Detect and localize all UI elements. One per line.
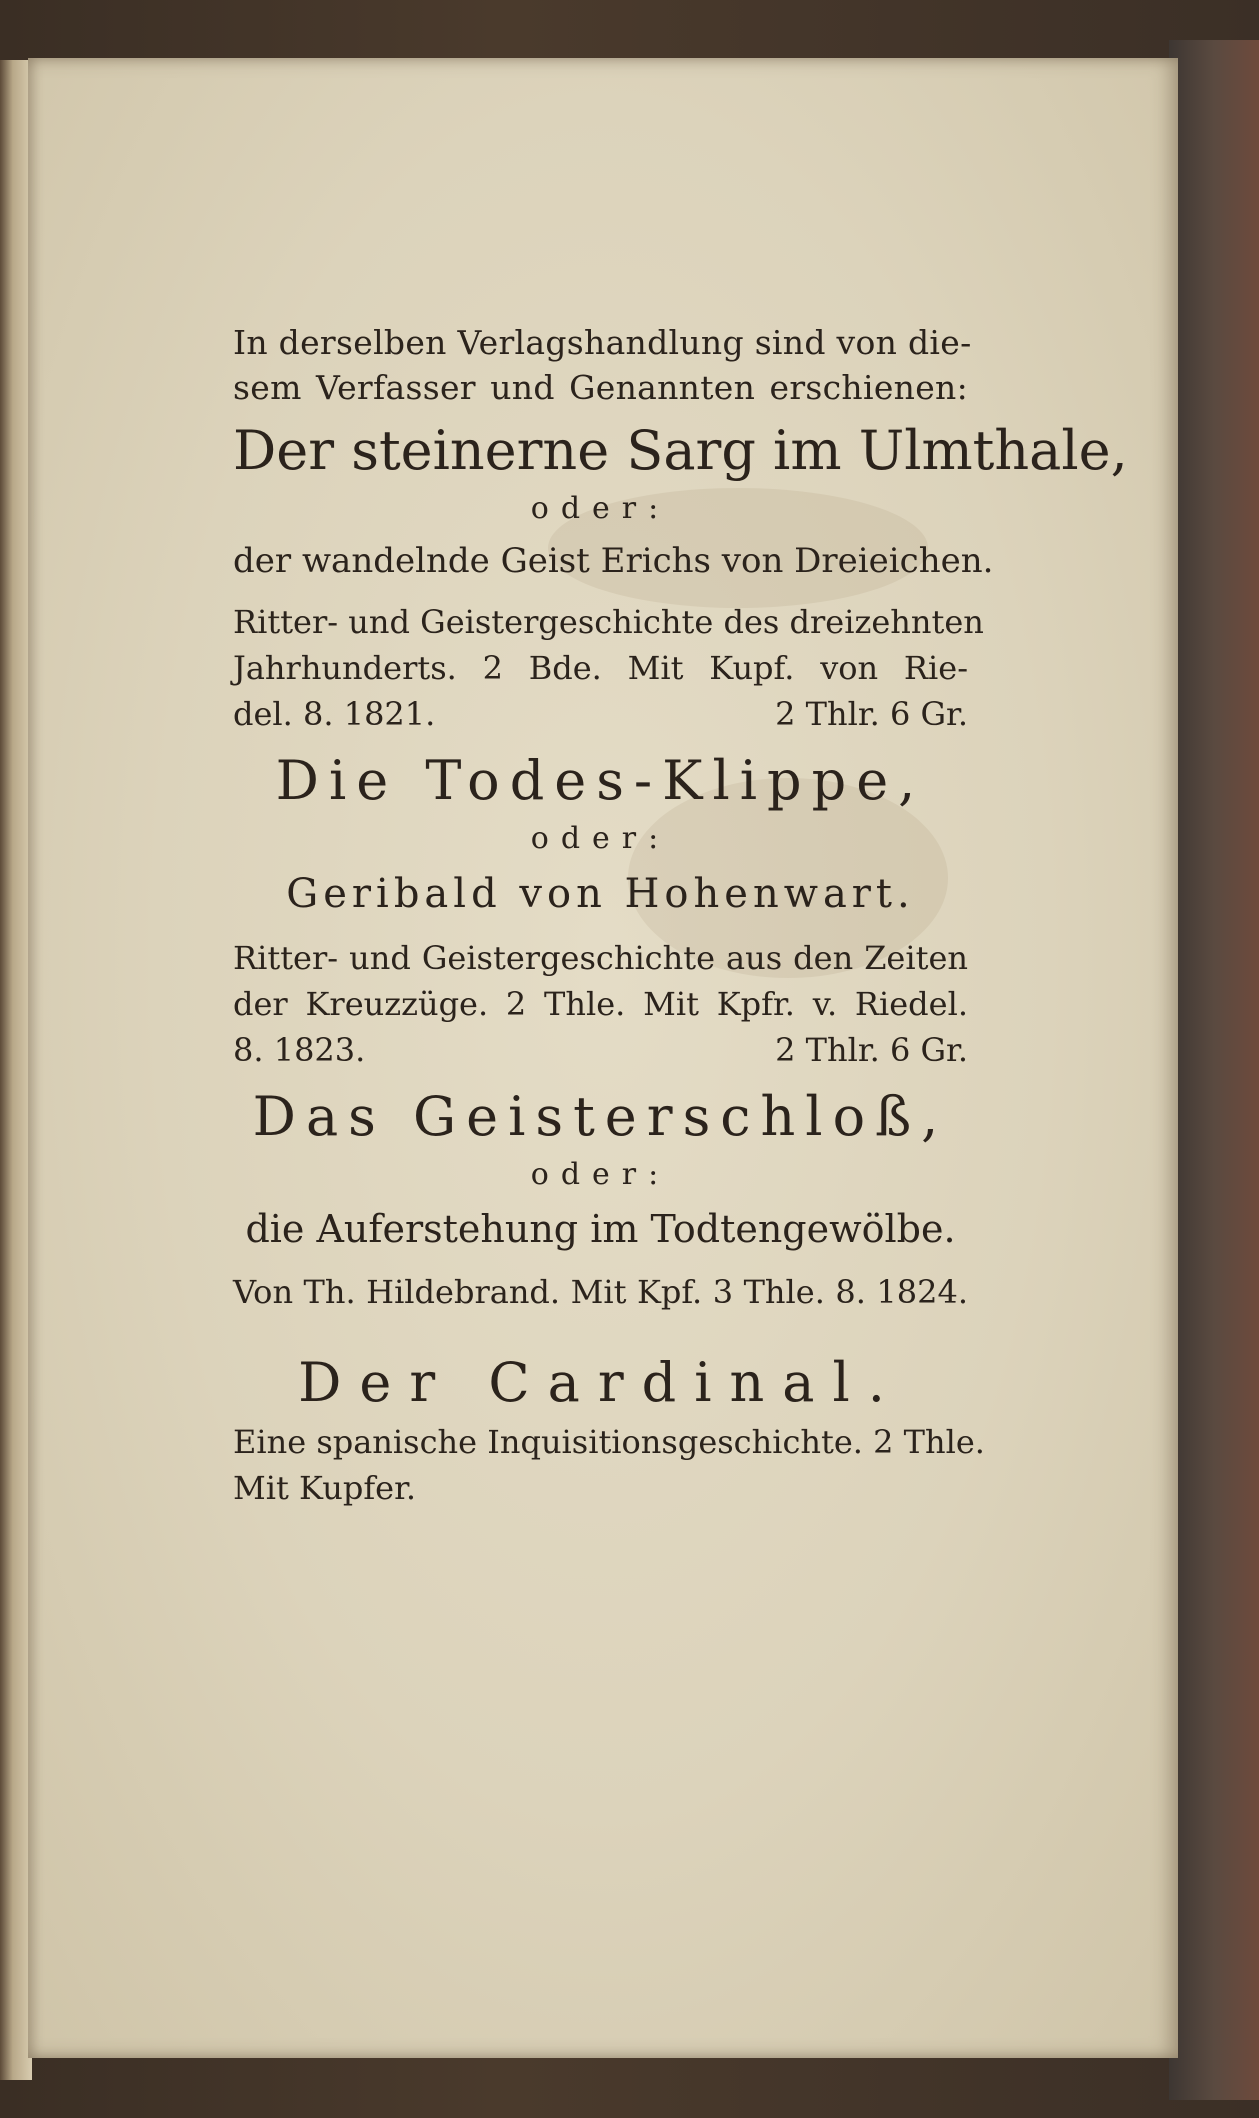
oder-label: oder: <box>530 491 671 526</box>
price: 2 Thlr. 6 Gr. <box>775 695 968 733</box>
book-subtitle: Geribald von Hohenwart. <box>286 871 915 917</box>
book-description: Ritter- und Geistergeschichte des dreizehnten <box>233 603 984 641</box>
publication-line <box>233 1031 968 1069</box>
book-description: Jahrhunderts. 2 Bde. Mit Kupf. von Rie- <box>233 649 968 687</box>
book-title: Der Cardinal. <box>298 1351 903 1414</box>
book-description: der Kreuzzüge. 2 Thle. Mit Kpfr. v. Riedel. <box>233 985 968 1023</box>
book-description: Von Th. Hildebrand. Mit Kpf. 3 Thle. 8. 1824. <box>233 1273 968 1311</box>
intro-line: In derselben Verlagshandlung sind von die- <box>233 323 972 362</box>
price: 2 Thlr. 6 Gr. <box>775 1031 968 1069</box>
advertisement-text <box>233 323 1128 1528</box>
book-description: Ritter- und Geistergeschichte aus den Zeiten <box>233 939 968 977</box>
intro-line: sem Verfasser und Genannten erschienen: <box>233 368 968 407</box>
book-title: Die Todes-Klippe, <box>275 749 926 812</box>
book-cover-edge <box>1169 40 1259 2100</box>
publication-info: Mit Kupfer. <box>233 1469 417 1507</box>
book-title: Das Geisterschloß, <box>252 1085 949 1148</box>
publication-info: 8. 1823. <box>233 1031 366 1069</box>
oder-label: oder: <box>530 821 671 856</box>
book-description: Eine spanische Inquisitionsgeschichte. 2 Thle. <box>233 1423 985 1461</box>
publication-line <box>233 695 968 733</box>
book-title: Der steinerne Sarg im Ulmthale, <box>233 419 1128 482</box>
book-subtitle: der wandelnde Geist Erichs von Dreieichen. <box>233 541 994 581</box>
book-subtitle: die Auferstehung im Todtengewölbe. <box>245 1207 956 1251</box>
oder-label: oder: <box>530 1157 671 1192</box>
publication-info: del. 8. 1821. <box>233 695 436 733</box>
page <box>28 58 1178 2058</box>
